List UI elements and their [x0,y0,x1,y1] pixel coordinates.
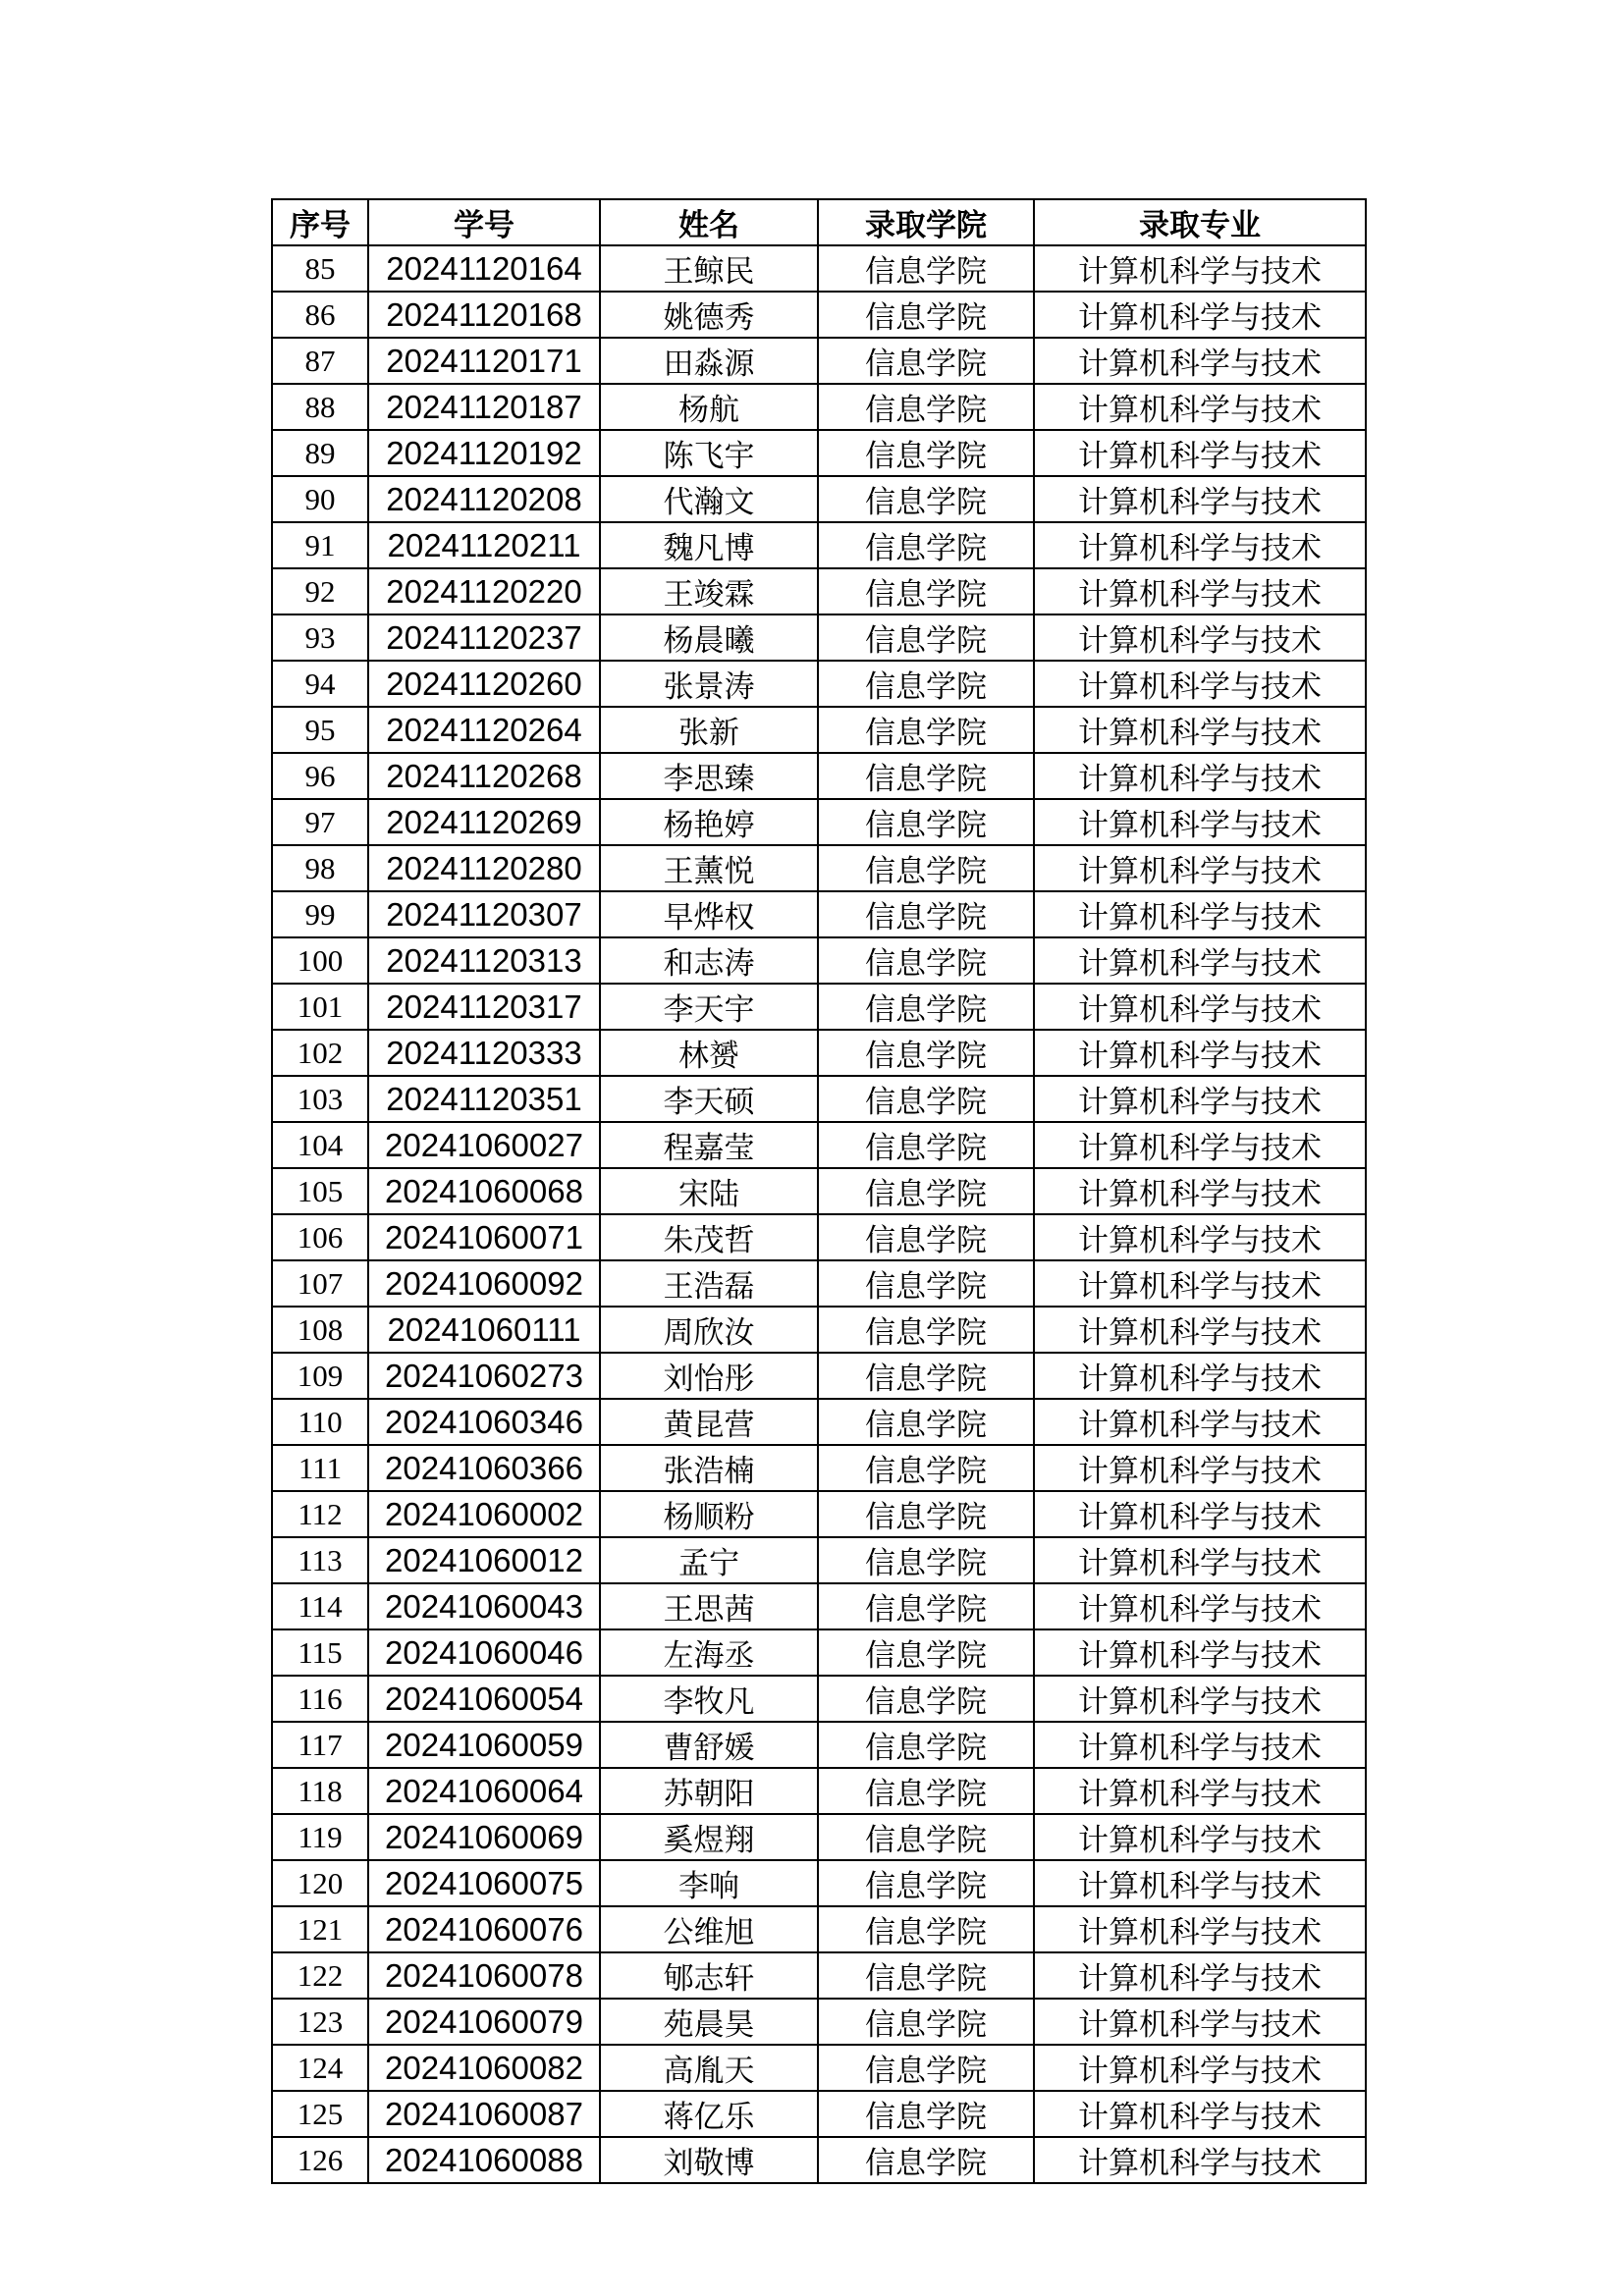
cell-major: 计算机科学与技术 [1034,1860,1366,1906]
cell-seq: 124 [272,2045,368,2091]
cell-college: 信息学院 [818,1260,1034,1307]
cell-student-id: 20241060069 [368,1814,600,1860]
cell-student-id: 20241060346 [368,1399,600,1445]
cell-major: 计算机科学与技术 [1034,614,1366,661]
table-row [272,430,1366,476]
cell-name: 朱茂哲 [600,1214,818,1260]
cell-major: 计算机科学与技术 [1034,891,1366,937]
table-row [272,1491,1366,1537]
cell-student-id: 20241120187 [368,384,600,430]
cell-college: 信息学院 [818,292,1034,338]
cell-student-id: 20241060071 [368,1214,600,1260]
cell-seq: 123 [272,1999,368,2045]
cell-seq: 86 [272,292,368,338]
cell-seq: 116 [272,1676,368,1722]
cell-major: 计算机科学与技术 [1034,707,1366,753]
cell-major: 计算机科学与技术 [1034,1999,1366,2045]
cell-seq: 93 [272,614,368,661]
cell-student-id: 20241060082 [368,2045,600,2091]
cell-name: 田淼源 [600,338,818,384]
cell-seq: 111 [272,1445,368,1491]
cell-name: 公维旭 [600,1906,818,1952]
cell-student-id: 20241120317 [368,984,600,1030]
cell-major: 计算机科学与技术 [1034,1952,1366,1999]
cell-name: 李天宇 [600,984,818,1030]
cell-college: 信息学院 [818,1122,1034,1168]
cell-seq: 94 [272,661,368,707]
cell-student-id: 20241120268 [368,753,600,799]
cell-name: 杨艳婷 [600,799,818,845]
cell-seq: 115 [272,1629,368,1676]
cell-student-id: 20241060068 [368,1168,600,1214]
cell-seq: 101 [272,984,368,1030]
cell-student-id: 20241120260 [368,661,600,707]
cell-seq: 121 [272,1906,368,1952]
cell-seq: 90 [272,476,368,522]
cell-student-id: 20241120264 [368,707,600,753]
table-row [272,338,1366,384]
cell-student-id: 20241120164 [368,245,600,292]
cell-major: 计算机科学与技术 [1034,799,1366,845]
cell-student-id: 20241120269 [368,799,600,845]
cell-student-id: 20241060273 [368,1353,600,1399]
cell-college: 信息学院 [818,476,1034,522]
table-row [272,1168,1366,1214]
cell-college: 信息学院 [818,2091,1034,2137]
table-row [272,1445,1366,1491]
cell-major: 计算机科学与技术 [1034,1768,1366,1814]
cell-seq: 87 [272,338,368,384]
cell-major: 计算机科学与技术 [1034,1491,1366,1537]
cell-college: 信息学院 [818,661,1034,707]
cell-major: 计算机科学与技术 [1034,384,1366,430]
cell-major: 计算机科学与技术 [1034,1537,1366,1583]
cell-student-id: 20241060059 [368,1722,600,1768]
cell-seq: 118 [272,1768,368,1814]
cell-name: 和志涛 [600,937,818,984]
cell-college: 信息学院 [818,614,1034,661]
table-row [272,984,1366,1030]
cell-name: 郇志轩 [600,1952,818,1999]
table-body [272,245,1366,2183]
cell-name: 代瀚文 [600,476,818,522]
cell-name: 王思茜 [600,1583,818,1629]
cell-college: 信息学院 [818,1491,1034,1537]
table-row [272,292,1366,338]
cell-name: 王薰悦 [600,845,818,891]
cell-major: 计算机科学与技术 [1034,338,1366,384]
cell-name: 奚煜翔 [600,1814,818,1860]
table-row [272,1629,1366,1676]
cell-seq: 109 [272,1353,368,1399]
cell-student-id: 20241120237 [368,614,600,661]
cell-student-id: 20241120280 [368,845,600,891]
cell-seq: 117 [272,1722,368,1768]
cell-college: 信息学院 [818,1906,1034,1952]
cell-name: 宋陆 [600,1168,818,1214]
header-student-id: 学号 [368,199,600,245]
cell-name: 林赟 [600,1030,818,1076]
table-row [272,937,1366,984]
cell-major: 计算机科学与技术 [1034,1445,1366,1491]
cell-student-id: 20241120307 [368,891,600,937]
cell-seq: 92 [272,568,368,614]
table-row [272,891,1366,937]
table-row [272,1583,1366,1629]
cell-college: 信息学院 [818,799,1034,845]
cell-seq: 99 [272,891,368,937]
cell-student-id: 20241120211 [368,522,600,568]
cell-student-id: 20241120168 [368,292,600,338]
cell-major: 计算机科学与技术 [1034,2045,1366,2091]
cell-student-id: 20241060088 [368,2137,600,2183]
table-row [272,1537,1366,1583]
table-row [272,1307,1366,1353]
cell-college: 信息学院 [818,1722,1034,1768]
cell-college: 信息学院 [818,384,1034,430]
cell-major: 计算机科学与技术 [1034,984,1366,1030]
cell-name: 王浩磊 [600,1260,818,1307]
table-row [272,2091,1366,2137]
cell-college: 信息学院 [818,1537,1034,1583]
cell-major: 计算机科学与技术 [1034,2137,1366,2183]
cell-name: 孟宁 [600,1537,818,1583]
cell-college: 信息学院 [818,1676,1034,1722]
cell-seq: 126 [272,2137,368,2183]
cell-college: 信息学院 [818,845,1034,891]
cell-student-id: 20241060012 [368,1537,600,1583]
table-row [272,1906,1366,1952]
table-row [272,1999,1366,2045]
cell-name: 左海丞 [600,1629,818,1676]
cell-seq: 104 [272,1122,368,1168]
table-row [272,1952,1366,1999]
header-seq: 序号 [272,199,368,245]
table-row [272,2137,1366,2183]
cell-major: 计算机科学与技术 [1034,1076,1366,1122]
cell-seq: 110 [272,1399,368,1445]
table-row [272,614,1366,661]
cell-major: 计算机科学与技术 [1034,1214,1366,1260]
cell-seq: 100 [272,937,368,984]
cell-name: 苏朝阳 [600,1768,818,1814]
cell-seq: 91 [272,522,368,568]
cell-name: 魏凡博 [600,522,818,568]
cell-name: 刘怡彤 [600,1353,818,1399]
cell-college: 信息学院 [818,1952,1034,1999]
cell-name: 曹舒媛 [600,1722,818,1768]
cell-student-id: 20241120208 [368,476,600,522]
header-row [272,199,1366,245]
cell-name: 黄昆营 [600,1399,818,1445]
cell-college: 信息学院 [818,1076,1034,1122]
cell-major: 计算机科学与技术 [1034,937,1366,984]
table-row [272,1860,1366,1906]
cell-name: 王鲸民 [600,245,818,292]
cell-major: 计算机科学与技术 [1034,1122,1366,1168]
table-row [272,661,1366,707]
cell-major: 计算机科学与技术 [1034,568,1366,614]
cell-college: 信息学院 [818,1353,1034,1399]
cell-college: 信息学院 [818,2045,1034,2091]
cell-seq: 102 [272,1030,368,1076]
cell-major: 计算机科学与技术 [1034,845,1366,891]
cell-student-id: 20241060366 [368,1445,600,1491]
cell-major: 计算机科学与技术 [1034,661,1366,707]
cell-seq: 120 [272,1860,368,1906]
cell-major: 计算机科学与技术 [1034,1629,1366,1676]
cell-college: 信息学院 [818,707,1034,753]
cell-major: 计算机科学与技术 [1034,1307,1366,1353]
table-row [272,753,1366,799]
cell-name: 王竣霖 [600,568,818,614]
cell-student-id: 20241060111 [368,1307,600,1353]
cell-college: 信息学院 [818,937,1034,984]
cell-name: 姚德秀 [600,292,818,338]
cell-major: 计算机科学与技术 [1034,1583,1366,1629]
cell-major: 计算机科学与技术 [1034,1814,1366,1860]
cell-student-id: 20241120192 [368,430,600,476]
cell-college: 信息学院 [818,1860,1034,1906]
cell-seq: 107 [272,1260,368,1307]
cell-major: 计算机科学与技术 [1034,1353,1366,1399]
table-row [272,245,1366,292]
cell-student-id: 20241060079 [368,1999,600,2045]
table-row [272,1353,1366,1399]
cell-student-id: 20241060078 [368,1952,600,1999]
cell-student-id: 20241060046 [368,1629,600,1676]
cell-college: 信息学院 [818,2137,1034,2183]
cell-student-id: 20241120313 [368,937,600,984]
cell-seq: 95 [272,707,368,753]
cell-name: 杨航 [600,384,818,430]
cell-seq: 105 [272,1168,368,1214]
cell-seq: 119 [272,1814,368,1860]
cell-college: 信息学院 [818,245,1034,292]
cell-seq: 114 [272,1583,368,1629]
cell-college: 信息学院 [818,1307,1034,1353]
cell-student-id: 20241060087 [368,2091,600,2137]
cell-name: 程嘉莹 [600,1122,818,1168]
cell-college: 信息学院 [818,1445,1034,1491]
cell-name: 杨顺粉 [600,1491,818,1537]
cell-major: 计算机科学与技术 [1034,522,1366,568]
cell-name: 苑晨昊 [600,1999,818,2045]
table-row [272,1214,1366,1260]
cell-college: 信息学院 [818,753,1034,799]
cell-name: 早烨权 [600,891,818,937]
cell-name: 高胤天 [600,2045,818,2091]
cell-college: 信息学院 [818,1629,1034,1676]
table-row [272,1768,1366,1814]
cell-college: 信息学院 [818,522,1034,568]
cell-student-id: 20241060092 [368,1260,600,1307]
cell-college: 信息学院 [818,1768,1034,1814]
header-college: 录取学院 [818,199,1034,245]
table-row [272,1814,1366,1860]
cell-student-id: 20241060064 [368,1768,600,1814]
cell-major: 计算机科学与技术 [1034,1399,1366,1445]
cell-seq: 96 [272,753,368,799]
cell-student-id: 20241120171 [368,338,600,384]
cell-name: 李牧凡 [600,1676,818,1722]
cell-college: 信息学院 [818,891,1034,937]
table-row [272,799,1366,845]
cell-seq: 97 [272,799,368,845]
cell-major: 计算机科学与技术 [1034,753,1366,799]
cell-major: 计算机科学与技术 [1034,292,1366,338]
cell-seq: 125 [272,2091,368,2137]
cell-seq: 89 [272,430,368,476]
table-row [272,568,1366,614]
cell-seq: 106 [272,1214,368,1260]
table-row [272,707,1366,753]
cell-seq: 103 [272,1076,368,1122]
cell-seq: 85 [272,245,368,292]
cell-student-id: 20241060002 [368,1491,600,1537]
cell-college: 信息学院 [818,1999,1034,2045]
table-row [272,1722,1366,1768]
cell-major: 计算机科学与技术 [1034,2091,1366,2137]
cell-student-id: 20241120220 [368,568,600,614]
table-row [272,1399,1366,1445]
cell-seq: 88 [272,384,368,430]
table-row [272,1122,1366,1168]
cell-student-id: 20241060054 [368,1676,600,1722]
header-major: 录取专业 [1034,199,1366,245]
cell-major: 计算机科学与技术 [1034,1906,1366,1952]
cell-name: 周欣汝 [600,1307,818,1353]
table-row [272,384,1366,430]
cell-major: 计算机科学与技术 [1034,1676,1366,1722]
cell-college: 信息学院 [818,1583,1034,1629]
table-row [272,522,1366,568]
cell-name: 李思臻 [600,753,818,799]
table-row [272,1030,1366,1076]
cell-college: 信息学院 [818,1814,1034,1860]
cell-major: 计算机科学与技术 [1034,1722,1366,1768]
cell-name: 李响 [600,1860,818,1906]
table-row [272,845,1366,891]
cell-college: 信息学院 [818,1030,1034,1076]
cell-name: 蒋亿乐 [600,2091,818,2137]
cell-name: 张景涛 [600,661,818,707]
cell-student-id: 20241060076 [368,1906,600,1952]
cell-name: 刘敬博 [600,2137,818,2183]
cell-major: 计算机科学与技术 [1034,430,1366,476]
cell-student-id: 20241120351 [368,1076,600,1122]
table-row [272,2045,1366,2091]
cell-college: 信息学院 [818,1399,1034,1445]
header-name: 姓名 [600,199,818,245]
cell-student-id: 20241060043 [368,1583,600,1629]
cell-college: 信息学院 [818,430,1034,476]
cell-name: 张浩楠 [600,1445,818,1491]
cell-seq: 98 [272,845,368,891]
table-row [272,476,1366,522]
cell-name: 杨晨曦 [600,614,818,661]
admission-table [271,198,1367,2184]
table-row [272,1676,1366,1722]
cell-major: 计算机科学与技术 [1034,1260,1366,1307]
cell-major: 计算机科学与技术 [1034,476,1366,522]
cell-seq: 113 [272,1537,368,1583]
cell-name: 陈飞宇 [600,430,818,476]
cell-major: 计算机科学与技术 [1034,1168,1366,1214]
cell-seq: 112 [272,1491,368,1537]
cell-student-id: 20241060027 [368,1122,600,1168]
cell-student-id: 20241060075 [368,1860,600,1906]
table-row [272,1260,1366,1307]
cell-college: 信息学院 [818,1168,1034,1214]
cell-major: 计算机科学与技术 [1034,1030,1366,1076]
cell-name: 张新 [600,707,818,753]
cell-college: 信息学院 [818,1214,1034,1260]
cell-major: 计算机科学与技术 [1034,245,1366,292]
cell-seq: 108 [272,1307,368,1353]
cell-college: 信息学院 [818,338,1034,384]
cell-name: 李天硕 [600,1076,818,1122]
cell-college: 信息学院 [818,984,1034,1030]
cell-seq: 122 [272,1952,368,1999]
table-row [272,1076,1366,1122]
cell-student-id: 20241120333 [368,1030,600,1076]
cell-college: 信息学院 [818,568,1034,614]
